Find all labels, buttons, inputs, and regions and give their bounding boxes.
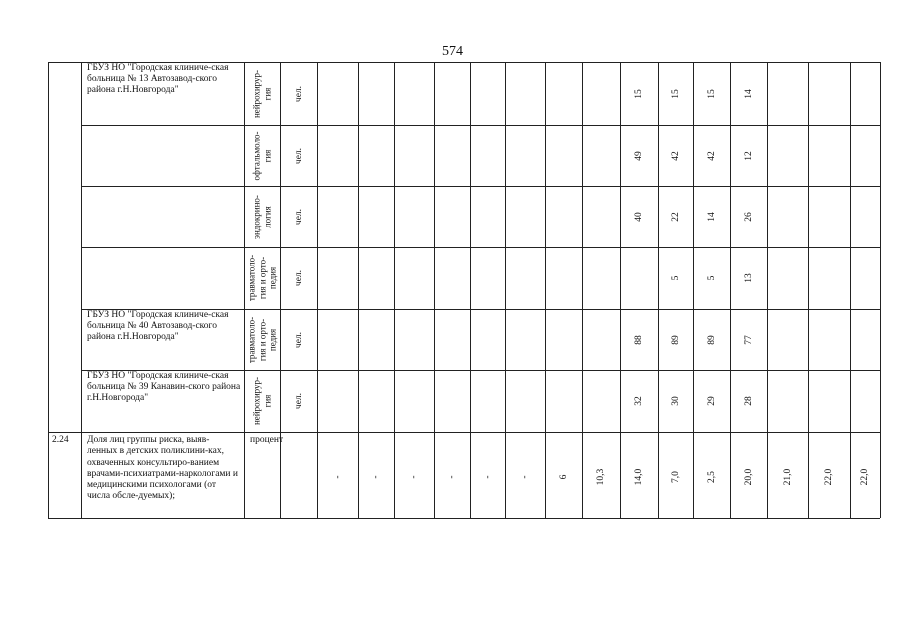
table-rule	[620, 62, 621, 518]
profile-line: гия	[262, 149, 272, 162]
table-rule	[244, 62, 245, 518]
profile-line: гия и орто-	[256, 318, 267, 361]
indicator-value-text: -	[482, 475, 493, 479]
table-rule	[470, 62, 471, 518]
profile-line: травматоло-	[246, 316, 257, 363]
profile-line: эндокрино-	[251, 194, 262, 239]
profile-line: гия	[262, 87, 272, 100]
table-rule	[730, 62, 731, 518]
indicator-value-text: 22,0	[859, 468, 870, 486]
indicator-number: 2.24	[52, 435, 69, 445]
organization-name: ГБУЗ НО "Городская клиниче-ская больница № 40 Автозавод-ского района г.Н.Новгорода"	[87, 310, 229, 342]
cell-value-text: 32	[633, 396, 644, 406]
cell-value-text: 5	[706, 275, 717, 281]
cell-value-text: 42	[670, 150, 681, 161]
profile-line: офтальмоло-	[251, 130, 262, 181]
profile-line: нейрохирур-	[251, 376, 262, 426]
indicator-value-text: -	[370, 475, 381, 479]
table-rule	[394, 62, 395, 518]
table-rule	[582, 62, 583, 518]
profile-text	[252, 69, 273, 117]
table-rule	[767, 62, 768, 518]
cell-value-text: 49	[633, 150, 644, 161]
cell-value-text: 29	[706, 396, 717, 406]
table-rule	[880, 62, 881, 518]
profile-text	[246, 255, 278, 301]
page-number: 574	[442, 44, 463, 59]
indicator-unit: процент	[250, 435, 284, 445]
table-rule	[81, 125, 880, 126]
profile-text	[252, 377, 273, 425]
indicator-value-text: 21,0	[782, 468, 793, 486]
indicator-value-text: -	[408, 475, 419, 479]
table-rule	[81, 247, 880, 248]
cell-value-text: 88	[633, 334, 644, 345]
table-rule	[545, 62, 546, 518]
cell-value-text: 15	[670, 88, 681, 99]
indicator-value-text: 20,0	[743, 468, 754, 486]
organization-name: ГБУЗ НО "Городская клиниче-ская больница № 13 Автозавод-ского района г.Н.Новгорода"	[87, 63, 229, 95]
profile-text	[246, 316, 278, 362]
unit-text: чел.	[293, 208, 304, 225]
cell-value-text: 30	[670, 396, 681, 406]
table-rule	[808, 62, 809, 518]
table-rule	[317, 62, 318, 518]
indicator-value-text: -	[332, 475, 343, 479]
table-rule	[81, 62, 82, 518]
table-rule	[505, 62, 506, 518]
cell-value-text: 15	[706, 88, 717, 99]
unit-text: чел.	[293, 85, 304, 102]
unit-text: чел.	[293, 269, 304, 287]
table-rule	[693, 62, 694, 518]
indicator-value-text: -	[446, 475, 457, 479]
organization-name: ГБУЗ НО "Городская клиниче-ская больница № 39 Канавин-ского района г.Н.Новгорода"	[87, 371, 241, 403]
cell-value-text: 12	[743, 150, 754, 161]
indicator-value-text: 22,0	[823, 468, 834, 486]
unit-text: чел.	[293, 331, 304, 348]
indicator-value-text: 10,3	[595, 468, 606, 486]
profile-line: педия	[267, 266, 278, 290]
profile-text	[252, 195, 273, 239]
table-rule	[280, 62, 281, 518]
indicator-value-text: 6	[558, 474, 569, 480]
table-rule	[81, 186, 880, 187]
indicator-value-text: 7,0	[670, 471, 681, 483]
profile-line: гия и орто-	[256, 256, 267, 300]
profile-text	[252, 131, 273, 180]
profile-line: нейрохирур-	[251, 69, 262, 118]
table-rule	[850, 62, 851, 518]
unit-text: чел.	[293, 147, 304, 164]
indicator-description: Доля лиц группы риска, выяв-ленных в детских поликлини-ках, охваченных консультиро-ванием врачами-психиатрами-наркологами и медицинскими психологами (от числа обсле-дуемых);	[87, 435, 238, 502]
cell-value-text: 89	[670, 334, 681, 345]
cell-value-text: 42	[706, 150, 717, 161]
cell-value-text: 26	[743, 211, 754, 222]
cell-value-text: 15	[633, 88, 644, 99]
cell-value-text: 40	[633, 211, 644, 222]
cell-value-text: 14	[706, 211, 717, 222]
cell-value-text: 28	[743, 396, 754, 406]
indicator-value-text: -	[519, 475, 530, 479]
unit-text: чел.	[293, 392, 304, 410]
cell-value-text: 13	[743, 273, 754, 283]
table-rule	[48, 432, 880, 433]
profile-line: гия	[262, 394, 272, 408]
table-rule	[48, 62, 49, 518]
indicator-value-text: 14,0	[633, 468, 644, 486]
profile-line: травматоло-	[246, 254, 257, 302]
cell-value-text: 22	[670, 211, 681, 222]
table-rule	[358, 62, 359, 518]
profile-line: педия	[267, 328, 278, 351]
indicator-value-text: 2,5	[706, 471, 717, 483]
profile-line: логия	[262, 205, 272, 228]
table-rule	[434, 62, 435, 518]
cell-value-text: 5	[670, 275, 681, 281]
table-rule	[48, 518, 880, 519]
cell-value-text: 89	[706, 334, 717, 345]
table-rule	[658, 62, 659, 518]
cell-value-text: 14	[743, 88, 754, 99]
cell-value-text: 77	[743, 334, 754, 345]
